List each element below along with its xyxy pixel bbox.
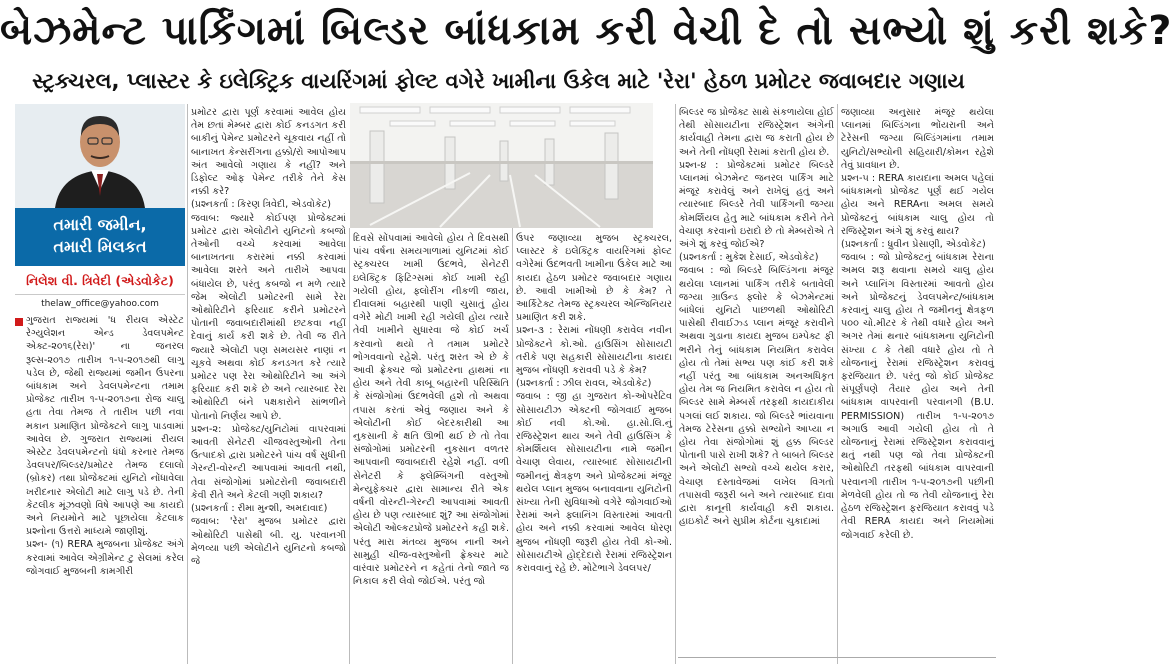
subheadline: સ્ટ્રક્ચરલ, પ્લાસ્ટર કે ઇલેક્ટ્રિક વાયરિંગમાં ફોલ્ટ વગેરે ખામીના ઉકેલ માટે 'રેરા' હેઠળ પ્રમોટર જવાબદાર ગણાય	[32, 69, 965, 93]
column-brand-line2: તમારી મિલકત	[53, 237, 147, 256]
article-column-1: ગુજરાત રાજ્યમાં 'ધ રીયલ એસ્ટેટ રેગ્યુલેશન એન્ડ ડેવલપમેન્ટ એક્ટ-૨૦૧૬(રેરા)' ના જનરલ રૂલ્સ-૨૦૧૭ તારીખ ૧-૫-૨૦૧૭થી લાગુ પડેલ છે, જેથી રાજ્યમાં જમીન ઉપરના બાંધકામ અને ડેવલપમેન્ટના તમામ પ્રોજેક્ટ તારીખ ૧-૫-૨૦૧૭ના રોજ ચાલુ હતા તેવા તેમજ તે તારીખ પછી નવા મકાન પ્રમાણિત પ્રોજેક્ટને લાગુ પાડવામાં આવેલ છે. ગુજરાત રાજ્યમાં રીયલ એસ્ટેટ ડેવલપમેન્ટનો ધંધો કરનાર તેમજ ડેવલપર/બિલ્ડર/પ્રમોટર તેમજ દલાલો (બ્રોકર) તથા પ્રોજેક્ટમાં યુનિટો નોંધાવેલા ખરીદનાર એલોટી માટે લાગુ પડે છે. તેની કેટલીક મૂંઝવણો વિષે આપણે આ કાયદો અને નિયમોને માટે પૂછાયેલા કેટલાક પ્રશ્નોના ઉત્તરો માધ્યમે જાણીશું. પ્રશ્ન- (૧) RERA મુજબના પ્રોજેક્ટ અંગે કરવામાં આવેલ એગ્રીમેન્ટ ટુ સેલમાં કરેલ જોગવાઈ મુજબની કામગીરી	[26, 315, 184, 577]
article-column-6: જણાવ્યા અનુસાર મંજૂર થયેલા પ્લાનમાં બિલ્ડિંગના ભોંયરાની અને ટેરેસની જગ્યા બિલ્ડિંગમાંના તમામ યુનિટો/સભ્યોની સહિયારી/કોમન રહેશે તેવું પ્રાવધાન છે. પ્રશ્ન-૫ : RERA કાયદાના અમલ પહેલાં બાંધકામનો પ્રોજેક્ટ પૂર્ણ થઈ ગયેલ હોય અને RERAના અમલ સમયે પ્રોજેક્ટનું બાંધકામ ચાલુ હોય તો રજિસ્ટ્રેશન અંગે શું કરવું થાય? (પ્રશ્નકર્તા : ધ્રુવીન પ્રેસાણી, એડવોકેટ) જવાબ : જો પ્રોજેક્ટનું બાંધકામ રેરાના અમલ શરૂ થવાના સમયે ચાલુ હોય અને પ્લાનિંગ વિસ્તારમાં આવતો હોય અને પ્રોજેક્ટનું ડેવલપમેન્ટ/બાંધકામ કરવાનું ચાલુ હોય તે જમીનનું ક્ષેત્રફળ ૫૦૦ ચો.મીટર કે તેથી વધારે હોય અને અગર તેમાં થનાર બાંધકામના યુનિટોની સંખ્યા ૮ કે તેથી વધારે હોય તો તે યોજનાનું રેરામાં રજિસ્ટ્રેશન કરાવવું ફરજિયાત છે. પરંતુ જો કોઈ પ્રોજેક્ટ સંપૂર્ણપણે તૈયાર હોય અને તેની બાંધકામ વાપરવાની પરવાનગી (B.U. PERMISSION) તારીખ ૧-૫-૨૦૧૭ અગાઉ આવી ગયેલી હોય તો તે યોજનાનું રેરામાં રજિસ્ટ્રેશન કરાવવાનું થતું નથી પણ જો તેવા પ્રોજેક્ટની ઓથોરિટી તરફથી બાંધકામ વાપરવાની પરવાનગી તારીખ ૧-૫-૨૦૧૭ની પછીની મેળવેલી હોય તો જ તેવી યોજનાનું રેરા હેઠળ રજિસ્ટ્રેશન ફરજિયાત કરાવવું પડે તેવી RERA કાયદા અને નિયમોમાં જોગવાઈ કરેલી છે.	[841, 107, 994, 541]
article-column-5: બિલ્ડર જ પ્રોજેક્ટ સાથે સંકળાયેલા હોઈ તેથી સોસાયટીના રજિસ્ટ્રેશન અંગેની કાર્યવાહી તેમના દ્વારા જ કરાતી હોય છે અને તેની નોંધણી રેરામાં કરાતી હોય છે. પ્રશ્ન-૪ : પ્રોજેક્ટમાં પ્રમોટર બિલ્ડરે પ્લાનમાં બેઝમેન્ટ જનરલ પાર્કિંગ માટે મંજૂર કરાવેલું અને રાખેલું હતું અને ત્યારબાદ બિલ્ડરે તેવી પાર્કિંગની જગ્યા કોમર્શિયલ હેતુ માટે બાંધકામ કરીને તેને વેચાણ કરવાનો ઇરાદો છે તો મેમ્બરોએ તે અંગે શું કરવું જોઈએ? (પ્રશ્નકર્તા : મુકેશ દેસાઈ, એડવોકેટ) જવાબ : જો બિલ્ડરે બિલ્ડિંગના મંજૂર થયેલા પ્લાનમાં પાર્કિંગ તરીકે બતાવેલી જગ્યા ગ્રાઉન્ડ ફ્લોર કે બેઝમેન્ટમાં બાંધેલાં યુનિટો પાછળથી ઓથોરિટી પાસેથી રીવાઈઝ્ડ પ્લાન મંજૂર કરાવીને અથવા ગુડાના કાયદા મુજબ ઇમ્પેક્ટ ફી ભરીને તેનું બાંધકામ નિયમિત કરાવેલ હોય તો તેમાં સભ્ય પણ કાંઈ કરી શકે નહીં પરંતુ આ બાંધકામ અનઅધિકૃત હોય તેમ જ નિયમિત કરાવેલ ન હોય તો બિલ્ડર સામે મેમ્બર્સ તરફથી કાયદાકીય પગલાં લઈ શકાય. જો બિલ્ડરે ભાંયવાના તેમજ ટેરેસના હક્કો સભ્યોને આપ્યા ન હોય તેવા સંજોગોમાં શું હક્ક બિલ્ડર પોતાની પાસે રાખી શકે? તે બાબતે બિલ્ડર અને એલોટી સભ્યો વચ્ચે થયેલ કરાર, વેચાણ દસ્તાવેજમાં લખેલ વિગતો તપાસવી જરૂરી બને અને ત્યારબાદ દાવા દ્વારા કાનૂની કાર્યવાહી કરી શકાય. હાઇકોર્ટ અને સુપ્રીમ કોર્ટના ચુકાદામાં	[679, 107, 834, 528]
headline: બેઝમેન્ટ પાર્કિંગમાં બિલ્ડર બાંધકામ કરી વેચી દે તો સભ્યો શું કરી શકે?	[0, 8, 1172, 54]
column-divider	[512, 228, 513, 664]
article-column-3: દિવસે સોંપવામાં આવેલો હોય તે દિવસથી પાંચ વર્ષના સમયગાળામાં યુનિટમાં કોઈ સ્ટ્રક્ચરલ ખામી ઉદભવે, સેનેટરી ઇલેક્ટ્રિક ફિટિંગ્સમાં કોઈ ખામી રહી ગયેલી હોય, ફ્લોરીંગ નીકળી જાય, દીવાલમાં બહારથી પાણી ચુસાતું હોય વગેરે મોટી ખામી રહી ગયેલી હોય ત્યારે તેવી ખામીને સુધારવા જે કોઈ ખર્ચ કરવાનો થયો તે તમામ પ્રમોટરે ભોગવવાનો રહેશે. પરંતુ શરત એ છે કે આવી ફ્રેક્ચર જો પ્રમોટરના હાથમાં ના હોય અને તેવી કાબૂ બહારની પરિસ્થિતિ કે સંજોગોમાં ઉદભવેલી હશે તો અથવા તપાસ કરતાં એવું જણાય અને કે એલોટીની કોઈ બેદરકારીથી આ નુકસાની કે ક્ષતિ ઊભી થઈ છે તો તેવા સંજોગોમાં પ્રમોટરની નુકસાન વળતર આપવાની જવાબદારી રહેશે નહીં. વળી સેનેટરી કે ફ્લેમ્બિંગની વસ્તુઓ મેન્યુફેક્ચર દ્વારા સામાન્ય રીતે એક વર્ષની વોરન્ટી-ગેરન્ટી આપવામાં આવતી હોય છે પણ ત્યારબાદ શું? આ સંજોગોમાં એલોટી ઓલ્કટપ્રોજે પ્રમોટરને કહી શકે. પરંતુ મારા મંતવ્ય મુજબ નાની અને સામુહી ચીજ-વસ્તુઓની ફ્રેક્ચર માટે વારંવાર પ્રમોટરને ન કહેતાં તેનો જાતે જ નિકાલ કરી લેવો જોઈએ. પરંતુ જો	[353, 233, 509, 588]
basement-parking-photo	[350, 103, 653, 228]
column-brand-line1: તમારી જમીન,	[53, 215, 147, 234]
column-divider	[837, 104, 838, 664]
article-column-2: પ્રમોટર દ્વારા પૂર્ણ કરવામાં આવેલ હોય તેમ છતાં મેમ્બર દ્વારા કોઈ કનડગત કરી બાકીનું પેમેન્ટ પ્રમોટરને ચૂકવાય નહીં તો બાનાખત કેન્સરીંગના હક્કો/રો આપોઆપ અંત આવેલો ગણાય કે નહીં? અને ડિફોલ્ટ ઓફ પેમેન્ટ તરીકે તેને કેસ નક્કી કરે? (પ્રશ્નકર્તા : કિરણ ત્રિવેદી, એડવોકેટ) જવાબ: જ્યારે કોઈપણ પ્રોજેક્ટમાં પ્રમોટર દ્વારા એલોટીને યુનિટનો કબજો તેઓની વચ્ચે કરવામાં આવેલા બાનાખતના કરારમાં નક્કી કરવામાં આવેલા શરતે અને તારીખે આપવા બંધાયેલ છે, પરંતુ કબજો ન મળે ત્યારે જેમ એલોટી પ્રમોટરની સામે રેરા ઓથોરિટીને ફરિયાદ કરીને પ્રમોટરને પોતાની જવાબદારીમાંથી છટકવા નહીં દેવાનું કાર્ય કરી શકે છે. તેવી જ રીતે જ્યારે એલોટી પણ સમયસર નાણાં ન ચૂકવે અથવા કોઈ કનડગત કરે ત્યારે પ્રમોટર પણ રેરા ઓથોરિટીને આ અંગે ફરિયાદ કરી શકે છે અને ત્યારબાદ રેરા ઓથોરિટી બંને પક્ષકારોને સાંભળીને પોતાનો નિર્ણય આપે છે. પ્રશ્ન-૨: પ્રોજેક્ટ/યુનિટોમાં વાપરવામાં આવતી સેનેટરી ચીજવસ્તુઓની તેના ઉત્પાદકો દ્વારા પ્રમોટરને પાંચ વર્ષ સુધીની ગેરન્ટી-વોરન્ટી આપવામાં આવતી નથી, તેવા સંજોગોમાં પ્રમોટરોની જવાબદારી કેવી રીતે અને કેટલી ગણી શકાય? (પ્રશ્નકર્તા : રીમા મુન્શી, અમદાવાદ) જવાબ: 'રેરા' મુજબ પ્રમોટર દ્વારા ઓથોરિટી પાસેથી બી. યુ. પરવાનગી મેળવ્યા પછી એલોટીને યુનિટનો કબજો જે	[191, 107, 346, 567]
author-email: thelaw_office@yahoo.com	[41, 299, 159, 309]
author-photo	[15, 104, 185, 208]
column-divider	[187, 104, 188, 664]
column-divider	[349, 228, 350, 664]
paragraph-marker	[15, 318, 23, 326]
article-column-4: ઉપર જણાવ્યા મુજબ સ્ટ્રક્ચરલ, પ્લાસ્ટર કે ઇલેક્ટ્રિક વાયરિંગમાં ફોલ્ટ વગેરેમાં ઉદભવતી ખામીના ઉકેલ માટે આ કાયદા હેઠળ પ્રમોટર જવાબદાર ગણાય છે. આવી ખામીઓ છે કે કેમ? તે આર્કિટેક્ટ તેમજ સ્ટ્રક્ચરલ એન્જિનિયર પ્રમાણિત કરી શકે. પ્રશ્ન-૩ : રેરામાં નોંધણી કરાવેલ નવીન પ્રોજેક્ટને કો.ઓ. હાઉસિંગ સોસાયટી તરીકે પણ સહકારી સોસાયટીના કાયદા મુજબ નોંધણી કરાવવી પડે કે કેમ? (પ્રશ્નકર્તા : ઝીલ રાવલ, એડવોકેટ) જવાબ : જી હા ગુજરાત કો-ઓપરેટિવ સોસાયટીઝ એક્ટની જોગવાઈ મુજબ કોઈ નવી કો.ઓ. હા.સો.લિ.નું રજિસ્ટ્રેશન થાય અને તેવી હાઉસિંગ કે કોમર્શિયલ સોસાયટીના નામે જમીન વેચાણ લેવાય, ત્યારબાદ સોસાયટીની જમીનનું ક્ષેત્રફળ અને પ્રોજેક્ટમાં મંજૂર થયેલ પ્લાન મુજબ બનાવવાના યુનિટોની સંખ્યા તેની સુવિધાઓ વગેરે જોગવાઈઓ રેરામાં અને ફ્લાનિંગ વિસ્તારમાં આવતી હોય અને નક્કી કરવામાં આવેલ ધોરણ મુજબ નોંધણી જરૂરી હોય તેવી કો-ઓ. સોસાયટીએ હોદ્દેદારો રેરામાં રજિસ્ટ્રેશન કરાવવાનું રહે છે. મોટેભાગે ડેવલપર/	[516, 233, 672, 575]
column-brand	[15, 208, 185, 266]
author-name: નિલેશ વી. ત્રિવેદી (એડવોકેટ)	[15, 268, 185, 295]
footer-rule	[678, 657, 996, 670]
column-divider	[675, 104, 676, 664]
